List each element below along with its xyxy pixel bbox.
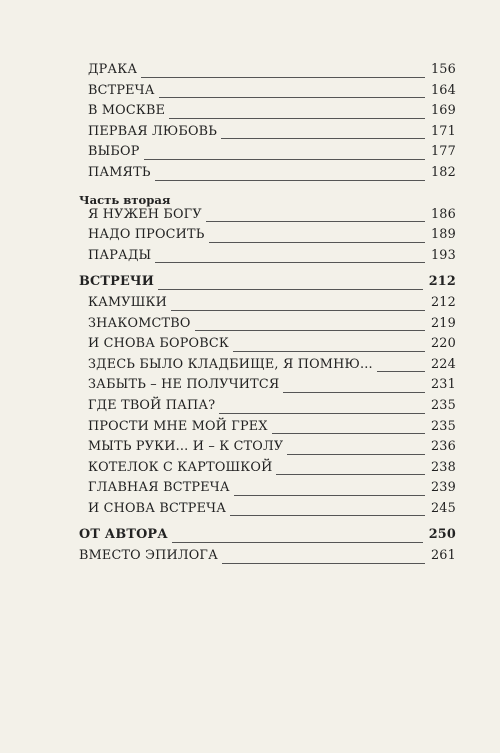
toc-section-title: ВСТРЕЧИ (79, 274, 155, 290)
toc-entry-page: 186 (430, 206, 456, 222)
toc-entry-title: ГЛАВНАЯ ВСТРЕЧА (88, 480, 230, 496)
toc-entry (0, 419, 456, 440)
toc-entry-title: ЗАБЫТЬ – НЕ ПОЛУЧИТСЯ (88, 377, 280, 393)
part-two-heading: Часть вторая (79, 192, 171, 207)
toc-leader (169, 118, 425, 119)
toc-entry-title: И СНОВА ВСТРЕЧА (88, 500, 227, 516)
toc-entry-page: 238 (430, 459, 456, 475)
toc-entry-title: Я НУЖЕН БОГУ (88, 206, 202, 222)
toc-entry-page: 182 (430, 164, 456, 180)
toc-entry (0, 62, 456, 83)
toc-leader (209, 242, 425, 243)
toc-entry-page: 171 (430, 123, 456, 139)
toc-entry-title: ПЕРВАЯ ЛЮБОВЬ (88, 123, 218, 139)
toc-entry-title: ГДЕ ТВОЙ ПАПА? (88, 397, 216, 413)
toc-leader (287, 454, 425, 455)
toc-leader (155, 180, 425, 181)
toc-entry (0, 83, 456, 104)
toc-section-page: 212 (428, 274, 456, 290)
toc-entry-title: КАМУШКИ (88, 294, 168, 310)
toc-entry-title: ПАРАДЫ (88, 247, 152, 263)
toc-leader (377, 371, 425, 372)
table-of-contents (0, 62, 500, 569)
toc-leader (158, 289, 423, 290)
toc-entry-page: 239 (430, 480, 456, 496)
toc-entry-title: КОТЕЛОК С КАРТОШКОЙ (88, 459, 273, 475)
toc-entry (0, 227, 456, 248)
toc-section-page: 261 (430, 548, 456, 564)
toc-section-title: ВМЕСТО ЭПИЛОГА (79, 548, 218, 564)
toc-entry (0, 439, 456, 460)
toc-entry-page: 212 (430, 294, 456, 310)
toc-entry-title: ПАМЯТЬ (88, 164, 151, 180)
toc-leader (144, 159, 425, 160)
toc-leader (195, 330, 425, 331)
toc-entry-page: 224 (430, 356, 456, 372)
toc-entry-page: 156 (430, 62, 456, 77)
toc-entry (0, 480, 456, 501)
toc-entry-page: 231 (430, 377, 456, 393)
toc-entry (0, 460, 456, 481)
toc-entry (0, 144, 456, 165)
toc-entry (0, 295, 456, 316)
toc-entry-page: 219 (430, 315, 456, 331)
toc-entry (0, 103, 456, 124)
toc-leader (221, 138, 425, 139)
toc-entry-page: 164 (430, 82, 456, 98)
toc-entry-title: НАДО ПРОСИТЬ (88, 227, 205, 243)
toc-entry-page: 220 (430, 336, 456, 352)
toc-entry (0, 336, 456, 357)
toc-entry-title: ЗДЕСЬ БЫЛО КЛАДБИЩЕ, Я ПОМНЮ... (88, 356, 373, 372)
toc-entry-page: 177 (430, 144, 456, 160)
toc-entry (0, 398, 456, 419)
toc-leader (272, 433, 425, 434)
toc-leader (234, 495, 425, 496)
toc-entry-page: 193 (430, 247, 456, 263)
toc-leader (155, 262, 425, 263)
toc-entry-title: И СНОВА БОРОВСК (88, 336, 229, 352)
toc-entry-page: 235 (430, 397, 456, 413)
toc-leader (230, 515, 425, 516)
toc-entry (0, 124, 456, 145)
toc-leader (283, 392, 425, 393)
toc-leader (141, 77, 425, 78)
toc-leader (172, 542, 423, 543)
toc-section-epilogue (0, 548, 456, 569)
toc-leader (206, 221, 425, 222)
toc-entry-page: 189 (430, 227, 456, 243)
toc-entry-title: ЗНАКОМСТВО (88, 315, 191, 331)
toc-entry-page: 169 (430, 103, 456, 119)
toc-entry-page: 245 (430, 500, 456, 516)
toc-entry-page: 236 (430, 439, 456, 455)
toc-leader (233, 351, 425, 352)
toc-entry-title: ВЫБОР (88, 144, 140, 160)
toc-section-author (0, 527, 456, 548)
toc-section-meetings (0, 274, 456, 295)
toc-entry (0, 501, 456, 522)
toc-entry (0, 248, 456, 269)
toc-entry (0, 165, 456, 186)
toc-entry-title: ПРОСТИ МНЕ МОЙ ГРЕХ (88, 418, 268, 434)
toc-entry-title: ВСТРЕЧА (88, 82, 155, 98)
toc-leader (159, 97, 425, 98)
toc-entry-title: ДРАКА (88, 62, 138, 77)
toc-entry-page: 235 (430, 418, 456, 434)
toc-leader (222, 563, 425, 564)
toc-entry (0, 207, 456, 228)
toc-entry (0, 357, 456, 378)
toc-entry-title: В МОСКВЕ (88, 103, 166, 119)
toc-leader (276, 474, 425, 475)
toc-entry (0, 377, 456, 398)
toc-entry (0, 316, 456, 337)
toc-leader (219, 413, 425, 414)
toc-leader (171, 310, 425, 311)
toc-section-title: ОТ АВТОРА (79, 527, 168, 543)
toc-section-page: 250 (428, 527, 456, 543)
toc-entry-title: МЫТЬ РУКИ... И – К СТОЛУ (88, 439, 284, 455)
